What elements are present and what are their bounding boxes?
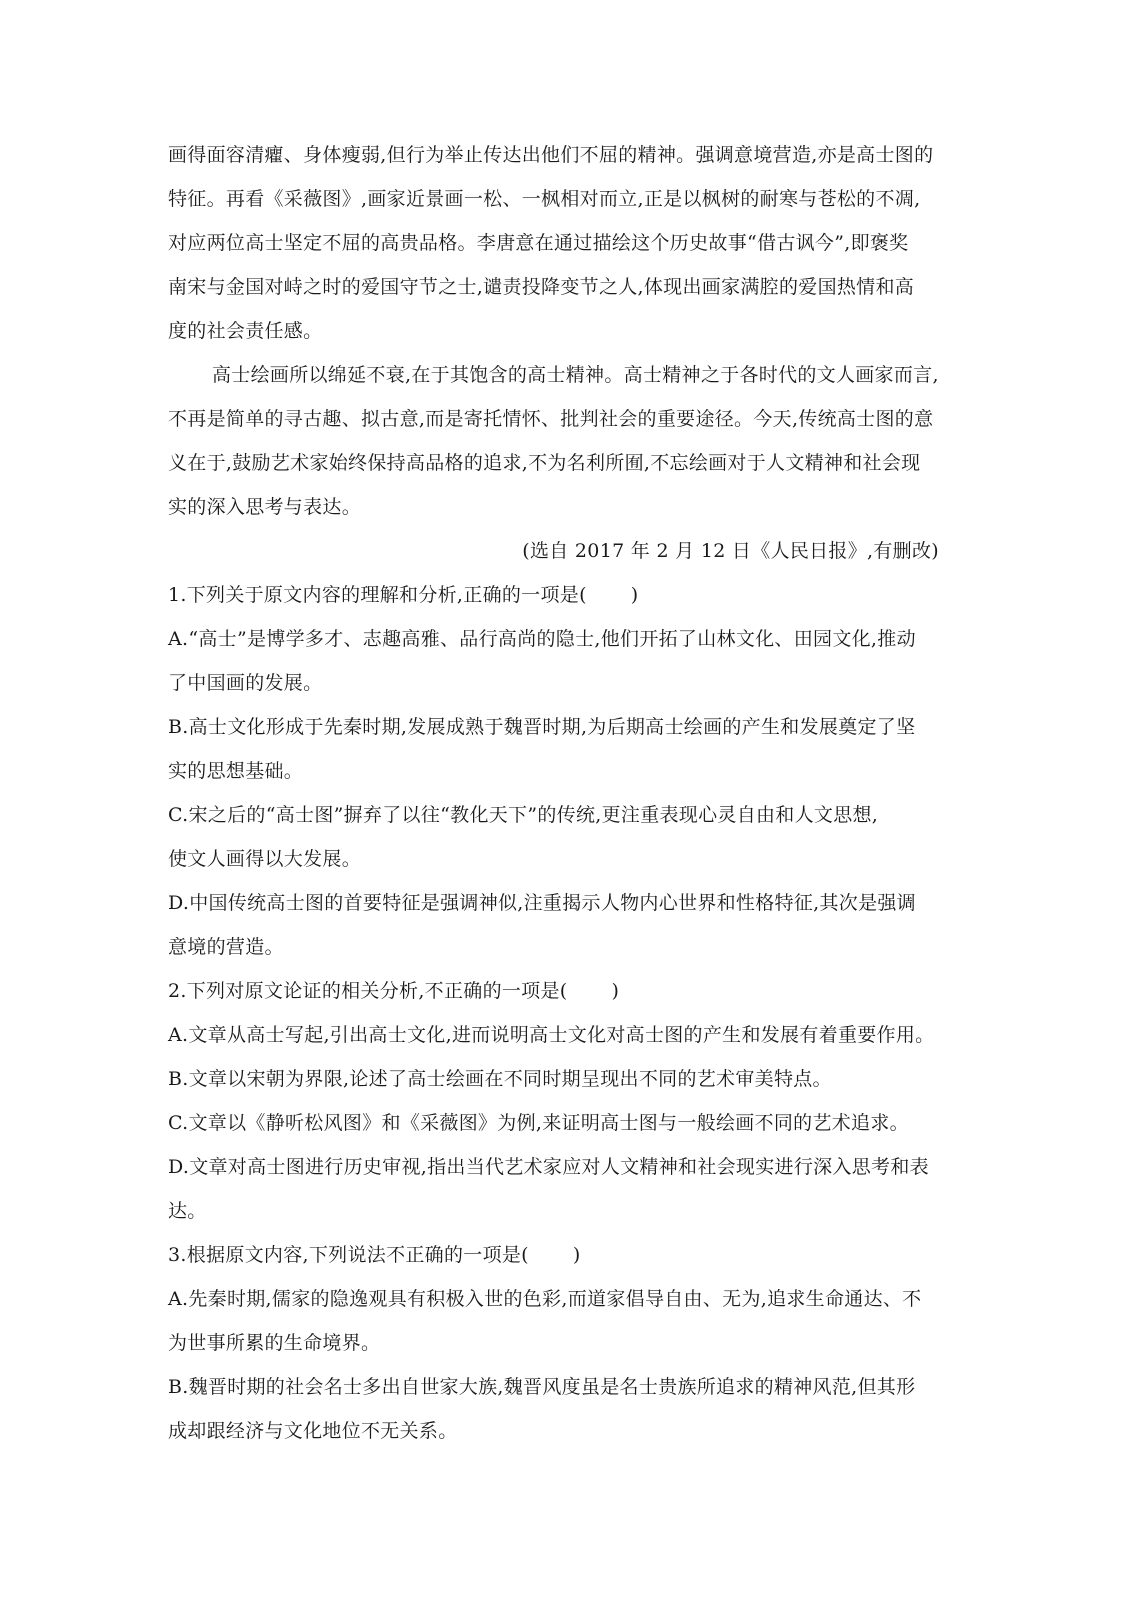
question-3-option-a: A.先秦时期,儒家的隐逸观具有积极入世的色彩,而道家倡导自由、无为,追求生命通达、不: [168, 1288, 922, 1310]
question-3-option-b-cont: 成却跟经济与文化地位不无关系。: [168, 1420, 458, 1442]
question-1-close: ): [630, 584, 639, 606]
question-2-text: 2.下列对原文论证的相关分析,不正确的一项是(: [168, 980, 568, 1002]
document-page: [168, 133, 945, 1453]
question-1-option-d: D.中国传统高士图的首要特征是强调神似,注重揭示人物内心世界和性格特征,其次是强调: [168, 892, 916, 914]
question-1-option-a-cont: 了中国画的发展。: [168, 672, 323, 694]
question-3-close: ): [572, 1244, 581, 1266]
article-source: (选自 2017 年 2 月 12 日《人民日报》,有删改): [522, 540, 939, 562]
question-1-option-c-cont: 使文人画得以大发展。: [168, 848, 362, 870]
question-2-option-d-cont: 达。: [168, 1200, 207, 1222]
article-line: 度的社会责任感。: [168, 320, 323, 342]
article-line: 画得面容清癯、身体瘦弱,但行为举止传达出他们不屈的精神。强调意境营造,亦是高士图的: [168, 144, 934, 166]
question-1-option-b-cont: 实的思想基础。: [168, 760, 304, 782]
question-3-stem: [168, 1233, 945, 1277]
question-2-option-a: A.文章从高士写起,引出高士文化,进而说明高士文化对高士图的产生和发展有着重要作用。: [168, 1024, 935, 1046]
question-1-stem: [168, 573, 945, 617]
article-line: 对应两位高士坚定不屈的高贵品格。李唐意在通过描绘这个历史故事“借古讽今”,即褒奖: [168, 232, 909, 254]
question-3-option-a-cont: 为世事所累的生命境界。: [168, 1332, 381, 1354]
question-3-text: 3.根据原文内容,下列说法不正确的一项是(: [168, 1244, 529, 1266]
question-1-option-c: C.宋之后的“高士图”摒弃了以往“教化天下”的传统,更注重表现心灵自由和人文思想,: [168, 804, 879, 826]
question-1-text: 1.下列关于原文内容的理解和分析,正确的一项是(: [168, 584, 587, 606]
question-2-option-c: C.文章以《静听松风图》和《采薇图》为例,来证明高士图与一般绘画不同的艺术追求。: [168, 1112, 909, 1134]
question-3-option-b: B.魏晋时期的社会名士多出自世家大族,魏晋风度虽是名士贵族所追求的精神风范,但其形: [168, 1376, 916, 1398]
question-1-option-d-cont: 意境的营造。: [168, 936, 284, 958]
article-line: 实的深入思考与表达。: [168, 496, 362, 518]
question-2-stem: [168, 969, 945, 1013]
article-line: 南宋与金国对峙之时的爱国守节之士,谴责投降变节之人,体现出画家满腔的爱国热情和高: [168, 276, 915, 298]
question-2-option-b: B.文章以宋朝为界限,论述了高士绘画在不同时期呈现出不同的艺术审美特点。: [168, 1068, 832, 1090]
article-line: 不再是简单的寻古趣、拟古意,而是寄托情怀、批判社会的重要途径。今天,传统高士图的意: [168, 408, 934, 430]
article-line: 义在于,鼓励艺术家始终保持高品格的追求,不为名利所囿,不忘绘画对于人文精神和社会现: [168, 452, 921, 474]
article-line: 高士绘画所以绵延不衰,在于其饱含的高士精神。高士精神之于各时代的文人画家而言,: [212, 364, 939, 386]
question-2-option-d: D.文章对高士图进行历史审视,指出当代艺术家应对人文精神和社会现实进行深入思考和表: [168, 1156, 929, 1178]
question-2-close: ): [611, 980, 620, 1002]
question-1-option-a: A.“高士”是博学多才、志趣高雅、品行高尚的隐士,他们开拓了山林文化、田园文化,推动: [168, 628, 916, 650]
question-1-option-b: B.高士文化形成于先秦时期,发展成熟于魏晋时期,为后期高士绘画的产生和发展奠定了坚: [168, 716, 916, 738]
article-line: 特征。再看《采薇图》,画家近景画一松、一枫相对而立,正是以枫树的耐寒与苍松的不凋,: [168, 188, 921, 210]
